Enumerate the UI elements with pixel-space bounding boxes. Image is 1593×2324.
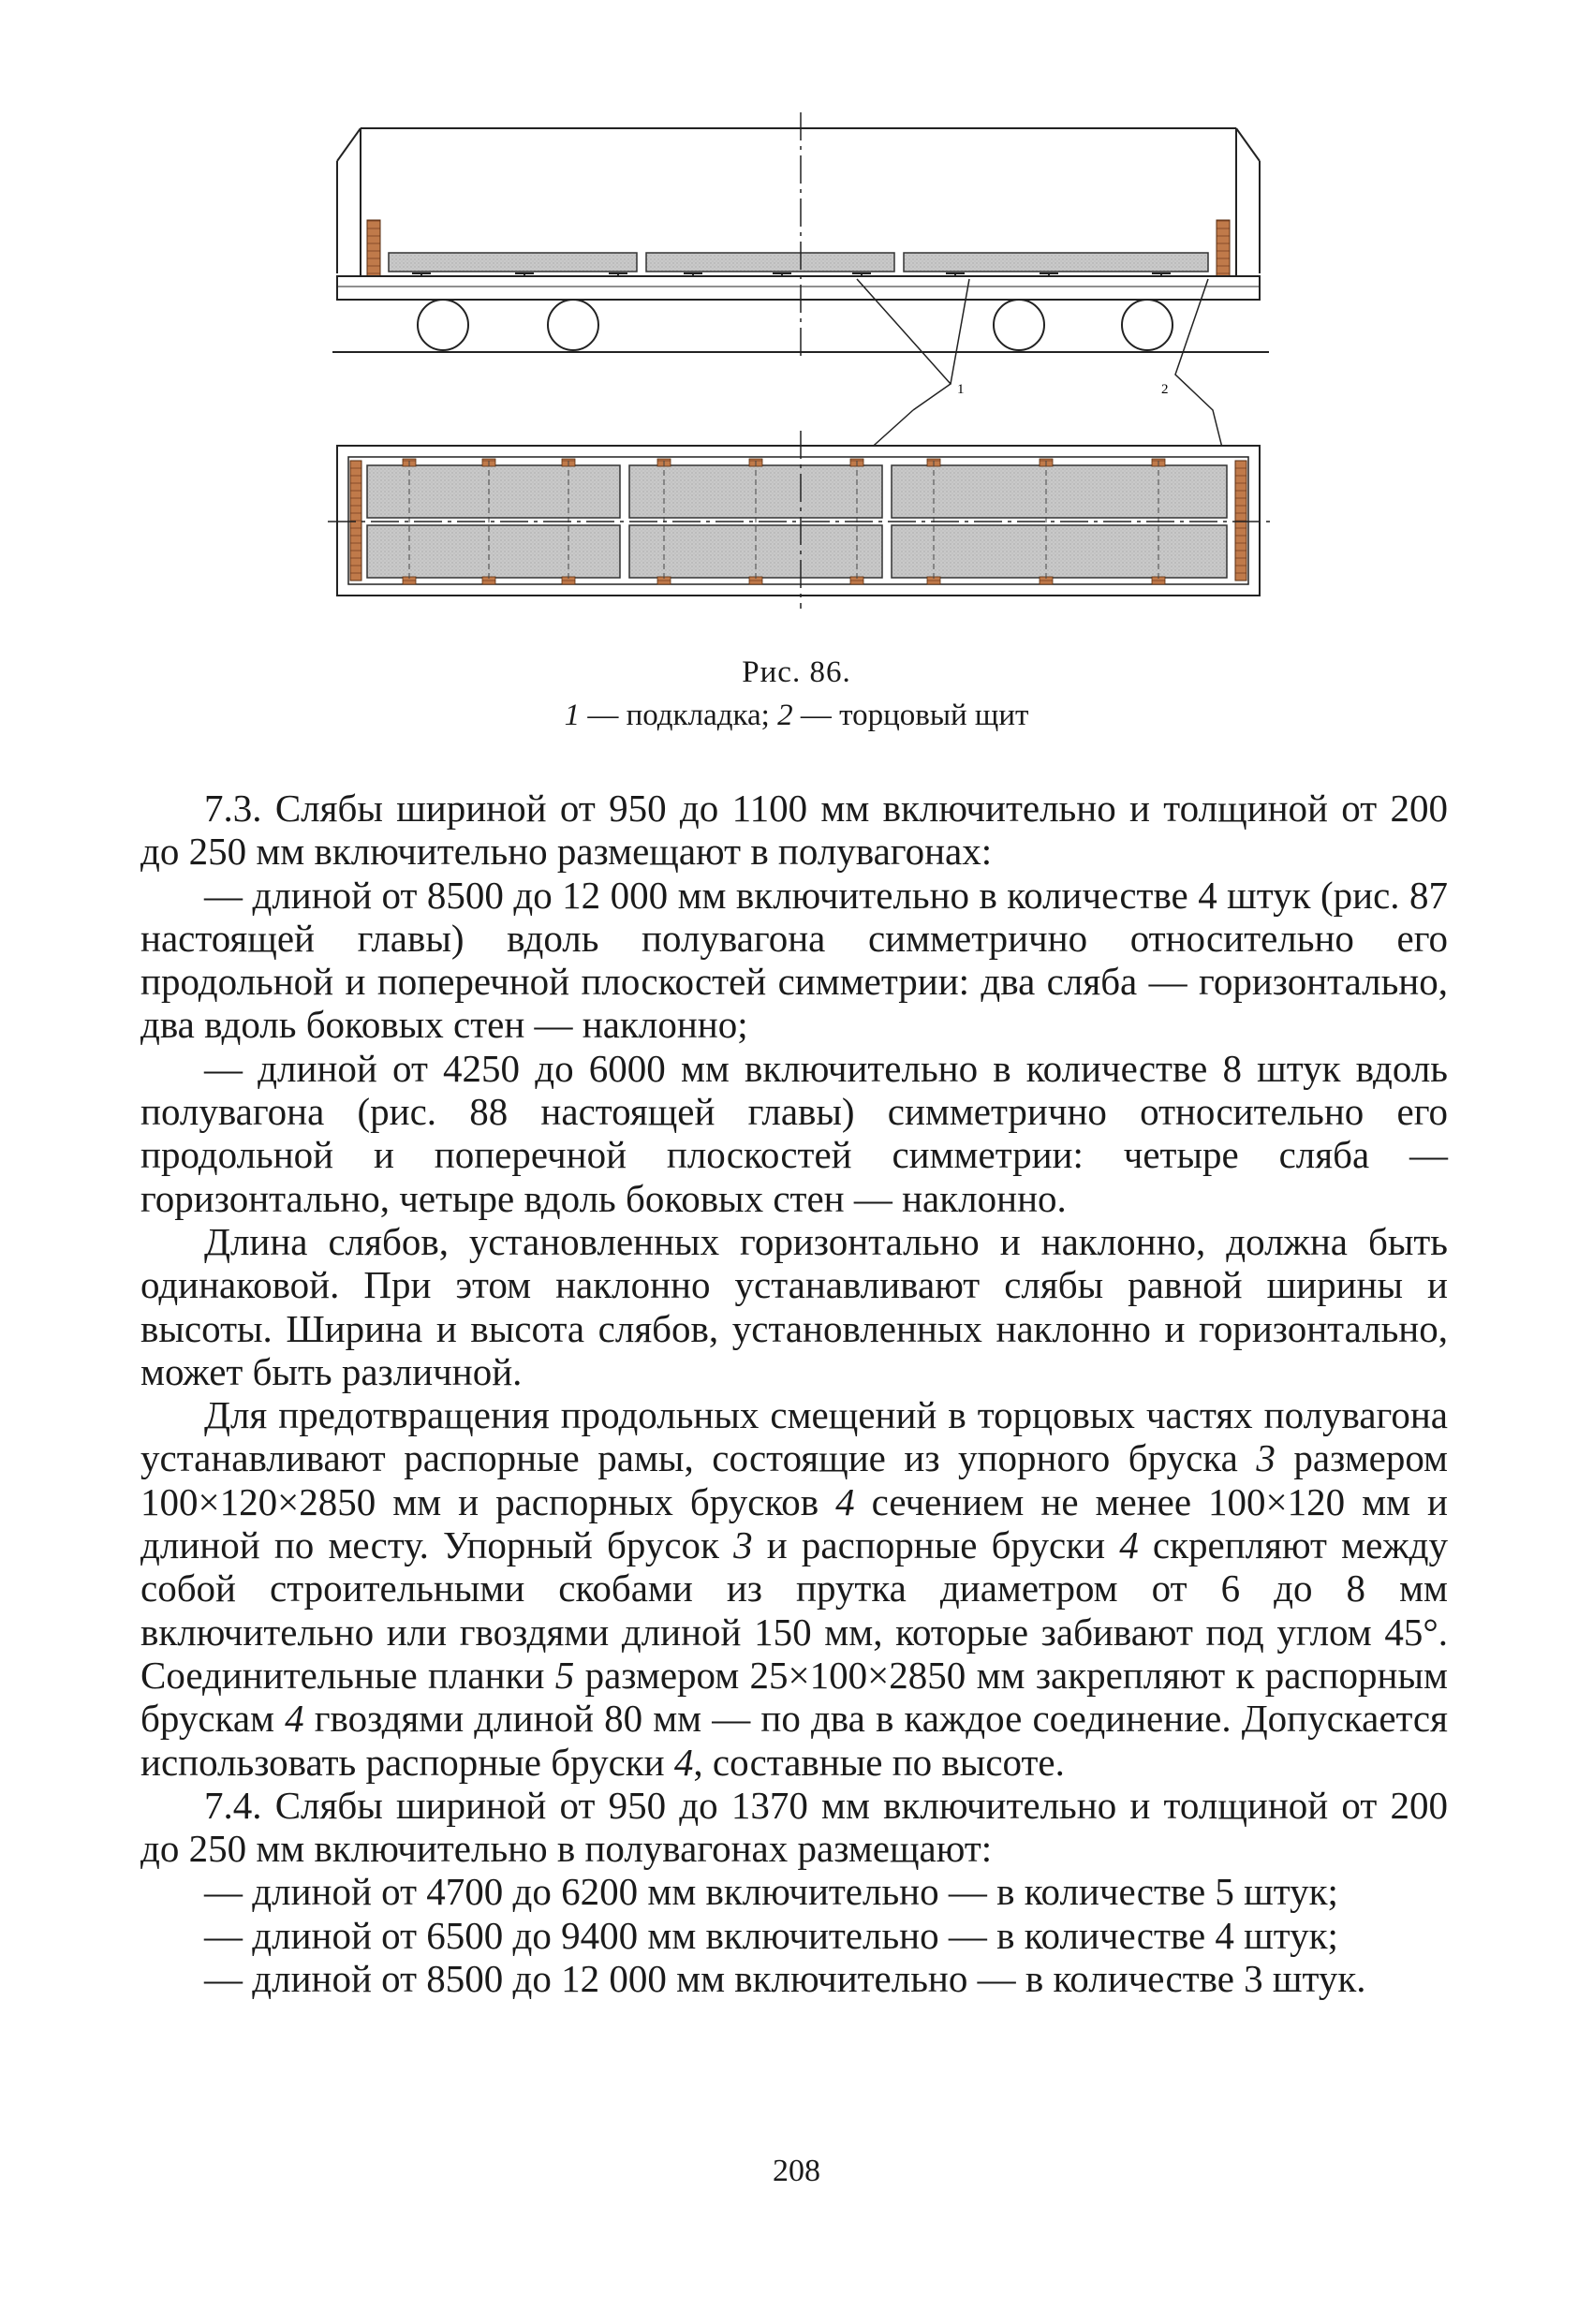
text-run: , составные по высоте. bbox=[693, 1740, 1065, 1784]
paragraph bbox=[140, 1393, 1448, 1784]
paragraph bbox=[140, 1870, 1448, 1913]
page-number: 208 bbox=[773, 2154, 820, 2188]
paragraph bbox=[140, 1914, 1448, 1957]
item-number: 4 bbox=[673, 1740, 694, 1784]
text-run: размером 100×120×2850 мм и распорных брусков bbox=[140, 1436, 1449, 1523]
figure-caption-title: Рис. 86. bbox=[742, 655, 851, 689]
text-run: — длиной от 4250 до 6000 мм включительно в количестве 8 штук вдоль полувагона (рис. 88 настоящей главы) симметрично относительно его продольной и поперечной плоскостей симметрии: четыре сляба — горизонтально, четыре вдоль боковых стен — наклонно. bbox=[140, 1046, 1448, 1220]
item-number: 4 bbox=[285, 1697, 304, 1741]
callout-1: 1 bbox=[957, 382, 965, 397]
top-view bbox=[328, 431, 1274, 609]
callout-2: 2 bbox=[1161, 382, 1169, 397]
paragraph bbox=[140, 1047, 1448, 1220]
figure-legend bbox=[0, 699, 1593, 733]
legend-text: — торцовый щит bbox=[792, 699, 1029, 732]
text-run: 7.3. Слябы шириной от 950 до 1100 мм включительно и толщиной от 200 до 250 мм включительно размещают в полувагонах: bbox=[140, 787, 1448, 874]
paragraph bbox=[140, 874, 1448, 1047]
paragraph bbox=[140, 1957, 1448, 2000]
text-run: размером 25×100×2850 мм закрепляют к распорным брускам bbox=[140, 1653, 1448, 1741]
text-run: — длиной от 6500 до 9400 мм включительно — в количестве 4 штук; bbox=[204, 1913, 1338, 1957]
text-run: скрепляют между собой строительными скобами из прутка диаметром от 6 до 8 мм включительно или гвоздями длиной 150 мм, которые забивают под углом 45°. Соединительные планки bbox=[140, 1523, 1448, 1697]
callout-leaders bbox=[857, 279, 1222, 461]
legend-number: 1 bbox=[564, 699, 581, 732]
wagon-drawing bbox=[328, 112, 1274, 637]
text-run: и распорные бруски bbox=[752, 1523, 1120, 1567]
item-number: 4 bbox=[1119, 1523, 1139, 1567]
item-number: 3 bbox=[733, 1523, 753, 1567]
legend-number: 2 bbox=[777, 699, 793, 732]
text-run: 7.4. Слябы шириной от 950 до 1370 мм включительно и толщиной от 200 до 250 мм включительно в полувагонах размещают: bbox=[140, 1783, 1448, 1871]
body-text bbox=[140, 787, 1448, 2000]
figure-86 bbox=[328, 112, 1274, 637]
text-run: Длина слябов, установленных горизонтально и наклонно, должна быть одинаковой. При этом наклонно устанавливают слябы равной ширины и высоты. Ширина и высота слябов, установленных наклонно и горизонтально, может быть различной. bbox=[140, 1219, 1448, 1393]
text-run: — длиной от 8500 до 12 000 мм включительно — в количестве 3 штук. bbox=[204, 1957, 1366, 2001]
paragraph bbox=[140, 787, 1448, 874]
item-number: 3 bbox=[1256, 1436, 1276, 1480]
side-view bbox=[332, 112, 1269, 356]
item-number: 5 bbox=[554, 1653, 575, 1697]
text-run: — длиной от 4700 до 6200 мм включительно — в количестве 5 штук; bbox=[204, 1870, 1338, 1914]
paragraph bbox=[140, 1220, 1448, 1393]
text-run: Для предотвращения продольных смещений в торцовых частях полувагона устанавливают распорные рамы, состоящие из упорного бруска bbox=[140, 1393, 1448, 1480]
legend-text: — подкладка; bbox=[580, 699, 778, 732]
text-run: — длиной от 8500 до 12 000 мм включительно в количестве 4 штук (рис. 87 настоящей главы) вдоль полувагона симметрично относительно его продольной и поперечной плоскостей симметрии: два сляба — горизонтально, два вдоль боковых стен — наклонно; bbox=[140, 873, 1448, 1047]
item-number: 4 bbox=[835, 1479, 855, 1523]
paragraph bbox=[140, 1784, 1448, 1871]
text-run: сечением не менее 100×120 мм и длиной по месту. Упорный брусок bbox=[140, 1479, 1448, 1567]
text-run: гвоздями длиной 80 мм — по два в каждое соединение. Допускается использовать распорные бруски bbox=[140, 1697, 1448, 1784]
